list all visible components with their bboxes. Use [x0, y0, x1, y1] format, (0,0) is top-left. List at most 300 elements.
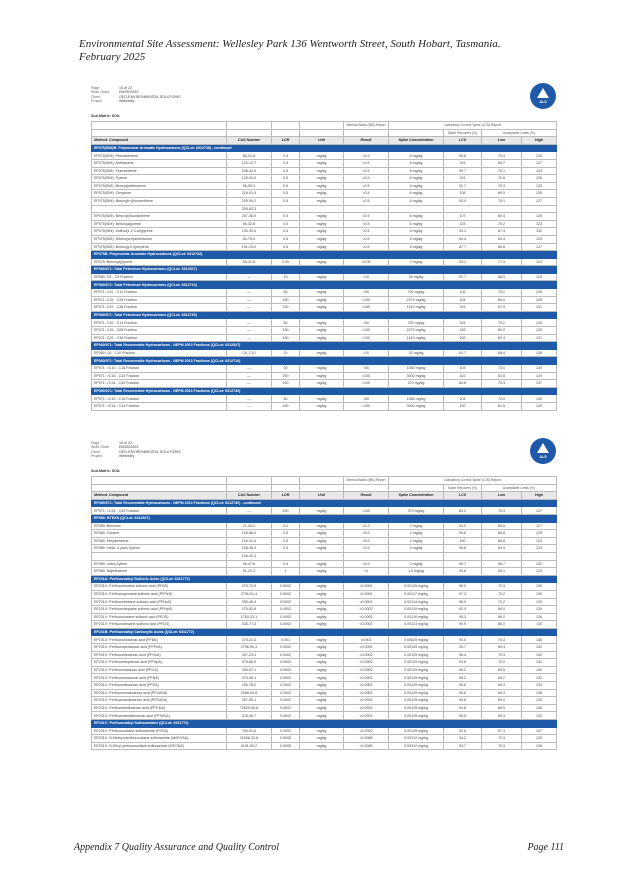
table-cell: 0.00116 mg/kg	[389, 613, 444, 621]
table-cell: 10	[272, 273, 300, 281]
table-cell: 94.8	[444, 659, 482, 667]
column-header: High	[522, 492, 557, 500]
column-subgroup-header	[344, 129, 389, 137]
table-cell: mg/kg	[300, 380, 344, 388]
table-cell: <0.5	[344, 560, 389, 568]
table-row	[92, 522, 557, 530]
table-cell: 6 mg/kg	[389, 175, 444, 183]
table-cell: 754-91-6	[227, 727, 272, 735]
table-cell: 70.6	[482, 175, 522, 183]
column-subgroup-header	[300, 484, 344, 492]
table-cell: 69.2	[482, 674, 522, 682]
table-cell: 50	[272, 395, 300, 403]
column-header: LCS	[444, 137, 482, 145]
table-cell: 66.8	[482, 537, 522, 545]
section-title: EP080/071: Total Petroleum Hydrocarbons (QCLot: 6312710)	[92, 281, 557, 289]
table-row	[92, 258, 557, 266]
table-row	[92, 704, 557, 712]
column-subgroup-header	[300, 129, 344, 137]
table-cell: 95-47-6	[227, 560, 272, 568]
table-cell: <0.5	[344, 197, 389, 205]
table-cell: 129	[522, 327, 557, 335]
table-cell: 6 mg/kg	[389, 235, 444, 243]
table-cell: EP231X: Perfluorobutanoic acid (PFBA)	[92, 636, 227, 644]
table-cell: 124	[522, 537, 557, 545]
table-cell: mg/kg	[300, 568, 344, 576]
table-cell: 370 mg/kg	[389, 380, 444, 388]
table-cell: 81.5	[482, 372, 522, 380]
table-cell: 0.00312 mg/kg	[389, 742, 444, 750]
column-subgroup-header	[227, 129, 272, 137]
table-cell: 131	[522, 334, 557, 342]
table-cell: 207-08-9	[227, 213, 272, 221]
table-cell: 6 mg/kg	[389, 159, 444, 167]
table-cell: 102	[444, 402, 482, 410]
table-cell	[522, 205, 557, 213]
table-row	[92, 552, 557, 560]
section-title: EP231A: Perfluoroalkyl Sulfonic Acids (QCLot: 6311772)	[92, 575, 557, 583]
header-row-subgroups	[92, 484, 557, 492]
table-cell: <0.0002	[344, 697, 389, 705]
table-cell: 205-82-3	[227, 205, 272, 213]
table-cell: 218-01-9	[227, 190, 272, 198]
column-subgroup-header: Spike Recovery (%)	[444, 129, 482, 137]
table-cell: 0.0002	[272, 621, 300, 629]
table-cell	[444, 205, 482, 213]
table-cell: ----	[227, 334, 272, 342]
table-cell: mg/kg	[300, 590, 344, 598]
table-cell: 0.0002	[272, 590, 300, 598]
table-cell: 123	[522, 220, 557, 228]
table-cell: 0.0002	[272, 697, 300, 705]
table-cell: mg/kg	[300, 304, 344, 312]
table-cell: <10	[344, 349, 389, 357]
table-cell	[482, 552, 522, 560]
logo-text: ALS	[539, 100, 547, 104]
table-cell: mg/kg	[300, 228, 344, 236]
table-cell: 94.4	[444, 235, 482, 243]
table-cell: 6 mg/kg	[389, 228, 444, 236]
table-cell: 129	[522, 530, 557, 538]
table-cell: 0.00119 mg/kg	[389, 606, 444, 614]
table-cell: ----	[227, 319, 272, 327]
table-cell: <100	[344, 334, 389, 342]
table-cell: 0.0002	[272, 598, 300, 606]
table-cell: 65.1	[482, 568, 522, 576]
table-cell: EP075(SIM): Phenanthrene	[92, 152, 227, 160]
table-cell: 1410 mg/kg	[389, 334, 444, 342]
table-cell: 126	[522, 175, 557, 183]
table-cell: <100	[344, 380, 389, 388]
table-cell: mg/kg	[300, 395, 344, 403]
table-cell: 128	[522, 349, 557, 357]
table-cell: EP231X: Perfluorooctanoic acid (PFOA)	[92, 666, 227, 674]
table-cell: EP080: Naphthalene	[92, 568, 227, 576]
table-cell: 62.4	[482, 334, 522, 342]
table-cell: mg/kg	[300, 402, 344, 410]
table-cell: mg/kg	[300, 152, 344, 160]
table-cell: 0.00121 mg/kg	[389, 621, 444, 629]
table-cell: 0.00125 mg/kg	[389, 651, 444, 659]
table-cell: <0.0002	[344, 651, 389, 659]
table-cell: 70.3	[482, 742, 522, 750]
column-header: Low	[482, 492, 522, 500]
table-cell: 73.0	[482, 365, 522, 373]
table-cell: EP071: C10 - C14 Fraction	[92, 289, 227, 297]
table-cell: 4151-50-2	[227, 742, 272, 750]
section-title: EP231B: Perfluoroalkyl Carboxylic Acids (QCLot: 6311772)	[92, 628, 557, 636]
table-cell: 0.0002	[272, 727, 300, 735]
table-cell	[344, 205, 389, 213]
table-cell: 63.4	[482, 235, 522, 243]
meta-key: Page	[91, 441, 100, 445]
table-cell: mg/kg	[300, 289, 344, 297]
meta-value: EM2503393	[119, 90, 139, 95]
table-cell: 307-24-4	[227, 651, 272, 659]
table-cell: EP071: >C34 - C40 Fraction	[92, 507, 227, 515]
table-row	[92, 583, 557, 591]
table-cell: 0.00125 mg/kg	[389, 727, 444, 735]
table-cell: EP075(SIM): Dibenz(a.h)anthracene	[92, 235, 227, 243]
table-cell: EP231X: Perfluoroheptanoic acid (PFHpA)	[92, 659, 227, 667]
table-cell: EP231X: Perfluorooctane sulfonic acid (PFOS)	[92, 613, 227, 621]
table-cell: 137	[522, 727, 557, 735]
table-cell: mg/kg	[300, 365, 344, 373]
table-row	[92, 651, 557, 659]
table-cell: EP080: C6 - C9 Fraction	[92, 273, 227, 281]
document-header	[79, 38, 549, 64]
column-subgroup-header	[272, 484, 300, 492]
table-cell: 50-32-8	[227, 258, 272, 266]
table-row	[92, 613, 557, 621]
table-row	[92, 682, 557, 690]
section-title: EP080/071: Total Recoverable Hydrocarbons - NEPM 2013 Fractions (QCLot: 6312730)	[92, 387, 557, 395]
table-cell: <0.5	[344, 235, 389, 243]
table-cell: 124	[522, 258, 557, 266]
table-cell: 127	[522, 197, 557, 205]
table-cell: 126	[522, 213, 557, 221]
table-cell: mg/kg	[300, 735, 344, 743]
table-cell: 0.05	[272, 258, 300, 266]
header-row-subgroups	[92, 129, 557, 137]
table-cell: 70.3	[482, 636, 522, 644]
meta-key: Work Order	[91, 90, 110, 95]
table-cell: mg/kg	[300, 727, 344, 735]
table-cell: EP231X: Perfluorononanoic acid (PFNA)	[92, 674, 227, 682]
table-cell: 0.5	[272, 220, 300, 228]
table-cell: 124	[522, 167, 557, 175]
table-cell: 6 mg/kg	[389, 197, 444, 205]
table-cell: <100	[344, 402, 389, 410]
section-title: EP080/071: Total Petroleum Hydrocarbons (QCLot: 6312730)	[92, 311, 557, 319]
table-cell: 108-38-3	[227, 545, 272, 553]
meta-value: GEO-ENVIRONMENTAL SOLUTIONS	[119, 94, 181, 99]
table-cell: mg/kg	[300, 319, 344, 327]
table-row	[92, 205, 557, 213]
table-cell: 94.6	[444, 697, 482, 705]
section-title: EP080/071: Total Petroleum Hydrocarbons (QCLot: 6312527)	[92, 266, 557, 274]
table-cell: <0.5	[344, 213, 389, 221]
table-cell: 106-42-3	[227, 552, 272, 560]
table-cell: 103	[444, 365, 482, 373]
table-cell: 1080 mg/kg	[389, 395, 444, 403]
table-cell: 100	[272, 402, 300, 410]
table-cell: 6 mg/kg	[389, 182, 444, 190]
table-cell: 134	[522, 621, 557, 629]
table-row	[92, 175, 557, 183]
table-cell: 70.3	[482, 380, 522, 388]
table-cell: 133	[522, 712, 557, 720]
table-cell: mg/kg	[300, 742, 344, 750]
table-cell: 335-76-2	[227, 682, 272, 690]
table-cell: EP231X: N-Methyl perfluorooctane sulfonamide (MeFOSA)	[92, 735, 227, 743]
table-cell: 84.6	[444, 380, 482, 388]
table-cell: 67.3	[482, 228, 522, 236]
table-cell: <0.5	[344, 190, 389, 198]
table-cell: 205-99-2	[227, 197, 272, 205]
qc-lot-section-header	[92, 628, 557, 636]
table-cell: 71-43-2	[227, 522, 272, 530]
table-cell: 50-32-8	[227, 220, 272, 228]
qc-table	[91, 121, 557, 411]
table-cell: 93.5	[444, 636, 482, 644]
table-cell: <50	[344, 289, 389, 297]
table-cell: 69.5	[482, 666, 522, 674]
column-subgroup-header	[92, 129, 227, 137]
table-cell: 69.0	[482, 697, 522, 705]
table-cell: EP071: >C16 - C34 Fraction	[92, 402, 227, 410]
table-cell: 0.5	[272, 175, 300, 183]
table-cell: 70.2	[482, 220, 522, 228]
section-title: EP231C: Perfluoroalkyl Sulfonamides (QCLot: 6311772)	[92, 720, 557, 728]
table-cell: ----	[227, 372, 272, 380]
table-cell: 68.4	[482, 349, 522, 357]
column-group-header	[92, 477, 227, 485]
table-cell: 130	[522, 590, 557, 598]
table-cell: <0.0005	[344, 735, 389, 743]
table-cell: 75.2	[482, 289, 522, 297]
table-cell: 1410 mg/kg	[389, 304, 444, 312]
logo-text: ALS	[539, 455, 547, 459]
column-group-header	[300, 477, 344, 485]
table-cell: 0.0005	[272, 742, 300, 750]
table-cell: mg/kg	[300, 258, 344, 266]
table-cell: 126	[522, 289, 557, 297]
table-cell: 2 mg/kg	[389, 537, 444, 545]
table-cell: EP071: C29 - C36 Fraction	[92, 304, 227, 312]
table-cell: ----	[227, 327, 272, 335]
table-cell	[300, 552, 344, 560]
table-cell: mg/kg	[300, 327, 344, 335]
table-row	[92, 304, 557, 312]
table-row	[92, 735, 557, 743]
table-cell: 123	[522, 182, 557, 190]
table-cell: 0.0002	[272, 644, 300, 652]
column-subgroup-header: Acceptable Limits (%)	[482, 129, 557, 137]
logo-triangle-icon	[537, 443, 549, 453]
table-cell: <0.5	[344, 167, 389, 175]
meta-value: GEO-ENVIRONMENTAL SOLUTIONS	[119, 449, 181, 454]
table-cell: 103	[444, 220, 482, 228]
table-cell: <0.0005	[344, 742, 389, 750]
table-cell: <0.5	[344, 152, 389, 160]
section-title: EP080/071: Total Recoverable Hydrocarbons - NEPM 2013 Fractions (QCLot: 6312710)	[92, 357, 557, 365]
table-cell: 107	[444, 213, 482, 221]
table-cell: mg/kg	[300, 296, 344, 304]
table-row	[92, 530, 557, 538]
qc-lot-section-header	[92, 575, 557, 583]
column-subgroup-header	[227, 484, 272, 492]
table-cell: 80.0	[482, 296, 522, 304]
report-page-15	[86, 86, 556, 416]
table-cell: EP071: >C10 - C16 Fraction	[92, 395, 227, 403]
table-cell: 0.0002	[272, 613, 300, 621]
table-cell: 100	[444, 537, 482, 545]
table-cell: 66.0	[482, 621, 522, 629]
sub-matrix-label: Sub-Matrix: SOIL	[91, 469, 121, 473]
table-cell: 65.6	[482, 243, 522, 251]
qc-lot-section-header	[92, 387, 557, 395]
table-cell: EP071: C29 - C36 Fraction	[92, 334, 227, 342]
column-header: Method: Compound	[92, 492, 227, 500]
table-cell: ----	[227, 402, 272, 410]
table-cell: 132	[522, 659, 557, 667]
header-row-columns	[92, 137, 557, 145]
table-cell: 193-39-5	[227, 228, 272, 236]
report-meta	[91, 86, 181, 103]
table-cell: 85-01-8	[227, 152, 272, 160]
table-cell	[92, 552, 227, 560]
table-cell: 77.3	[482, 258, 522, 266]
column-subgroup-header: Acceptable Limits (%)	[482, 484, 557, 492]
table-cell: <0.0002	[344, 682, 389, 690]
table-cell: 126	[522, 613, 557, 621]
table-cell: 67.3	[482, 727, 522, 735]
table-row	[92, 507, 557, 515]
column-group-header: Laboratory Control Spike (LCS) Report	[389, 122, 557, 130]
table-cell: <0.5	[344, 537, 389, 545]
table-cell: ----	[227, 289, 272, 297]
table-cell: 95.3	[444, 613, 482, 621]
table-cell: 0.0002	[272, 659, 300, 667]
table-cell: 130	[522, 395, 557, 403]
table-cell: 69.7	[482, 159, 522, 167]
table-cell: 53-70-3	[227, 235, 272, 243]
table-row	[92, 659, 557, 667]
table-cell: 95.2	[444, 674, 482, 682]
table-cell: EP231X: Perfluorododecanoic acid (PFDoDA)	[92, 697, 227, 705]
table-cell: EP075(SIM): Benzo(b+j)fluoranthene	[92, 197, 227, 205]
table-cell: EP075(SIM): Pyrene	[92, 175, 227, 183]
column-header: CAS Number	[227, 137, 272, 145]
table-cell: 0.00125 mg/kg	[389, 583, 444, 591]
table-cell: 65.8	[482, 522, 522, 530]
table-cell: EP231X: Perfluorohexanoic acid (PFHxA)	[92, 651, 227, 659]
table-cell: mg/kg	[300, 190, 344, 198]
table-cell: mg/kg	[300, 697, 344, 705]
table-cell: 129	[522, 296, 557, 304]
table-cell: 700 mg/kg	[389, 289, 444, 297]
qc-table	[91, 476, 557, 750]
table-row	[92, 712, 557, 720]
table-cell: 375-95-1	[227, 674, 272, 682]
table-cell: mg/kg	[300, 674, 344, 682]
table-cell: 4 mg/kg	[389, 545, 444, 553]
table-cell: 125	[522, 235, 557, 243]
table-cell: 0.5	[272, 197, 300, 205]
table-cell: 376-06-7	[227, 712, 272, 720]
qc-lot-section-header	[92, 357, 557, 365]
table-cell: 0.00125 mg/kg	[389, 697, 444, 705]
table-cell: 132	[522, 674, 557, 682]
table-cell: EP075(SIM): Chrysene	[92, 190, 227, 198]
meta-key: Work Order	[91, 445, 110, 450]
table-cell: mg/kg	[300, 159, 344, 167]
table-cell: EP080: Toluene	[92, 530, 227, 538]
table-cell: 100	[272, 296, 300, 304]
table-cell: mg/kg	[300, 659, 344, 667]
table-cell: 129	[522, 735, 557, 743]
column-header: CAS Number	[227, 492, 272, 500]
table-cell: 124	[522, 273, 557, 281]
table-cell: 70.3	[482, 735, 522, 743]
table-cell: mg/kg	[300, 334, 344, 342]
table-cell: 0.0005	[272, 735, 300, 743]
table-cell: EP071: C15 - C28 Fraction	[92, 296, 227, 304]
table-cell: <0.5	[344, 220, 389, 228]
table-cell: 95.6	[444, 682, 482, 690]
table-cell: 66.8	[482, 530, 522, 538]
table-cell: 70.1	[482, 167, 522, 175]
table-cell: EP231X: Perfluoroundecanoic acid (PFUnDA)	[92, 689, 227, 697]
header-row-columns	[92, 492, 557, 500]
table-cell: 69.4	[482, 213, 522, 221]
table-cell: 50	[272, 365, 300, 373]
table-cell: 123	[522, 568, 557, 576]
table-cell: 130	[522, 583, 557, 591]
table-cell: 64.9	[482, 545, 522, 553]
table-cell: 95.5	[444, 712, 482, 720]
table-head	[92, 477, 557, 500]
table-cell: 1.5 mg/kg	[389, 568, 444, 576]
table-row	[92, 636, 557, 644]
table-cell: EP071: >C16 - C34 Fraction	[92, 372, 227, 380]
table-cell: mg/kg	[300, 598, 344, 606]
table-cell: 0.00312 mg/kg	[389, 735, 444, 743]
table-cell: 69.0	[482, 190, 522, 198]
table-cell: <0.5	[344, 243, 389, 251]
table-cell: 73.0	[482, 395, 522, 403]
table-cell: 130	[522, 606, 557, 614]
table-cell: ----	[227, 380, 272, 388]
meta-row	[91, 99, 181, 103]
table-cell: 132	[522, 651, 557, 659]
table-cell: 26 mg/kg	[389, 273, 444, 281]
table-cell: 2 mg/kg	[389, 530, 444, 538]
table-row	[92, 197, 557, 205]
table-cell: 136	[522, 689, 557, 697]
column-header: Unit	[300, 137, 344, 145]
table-row	[92, 190, 557, 198]
column-header: LCS	[444, 492, 482, 500]
column-header: Spike Concentration	[389, 492, 444, 500]
table-cell: 129	[522, 402, 557, 410]
table-cell: 103	[444, 334, 482, 342]
table-cell: 31 mg/kg	[389, 349, 444, 357]
table-cell: 2 mg/kg	[389, 522, 444, 530]
table-cell: mg/kg	[300, 235, 344, 243]
table-row	[92, 365, 557, 373]
